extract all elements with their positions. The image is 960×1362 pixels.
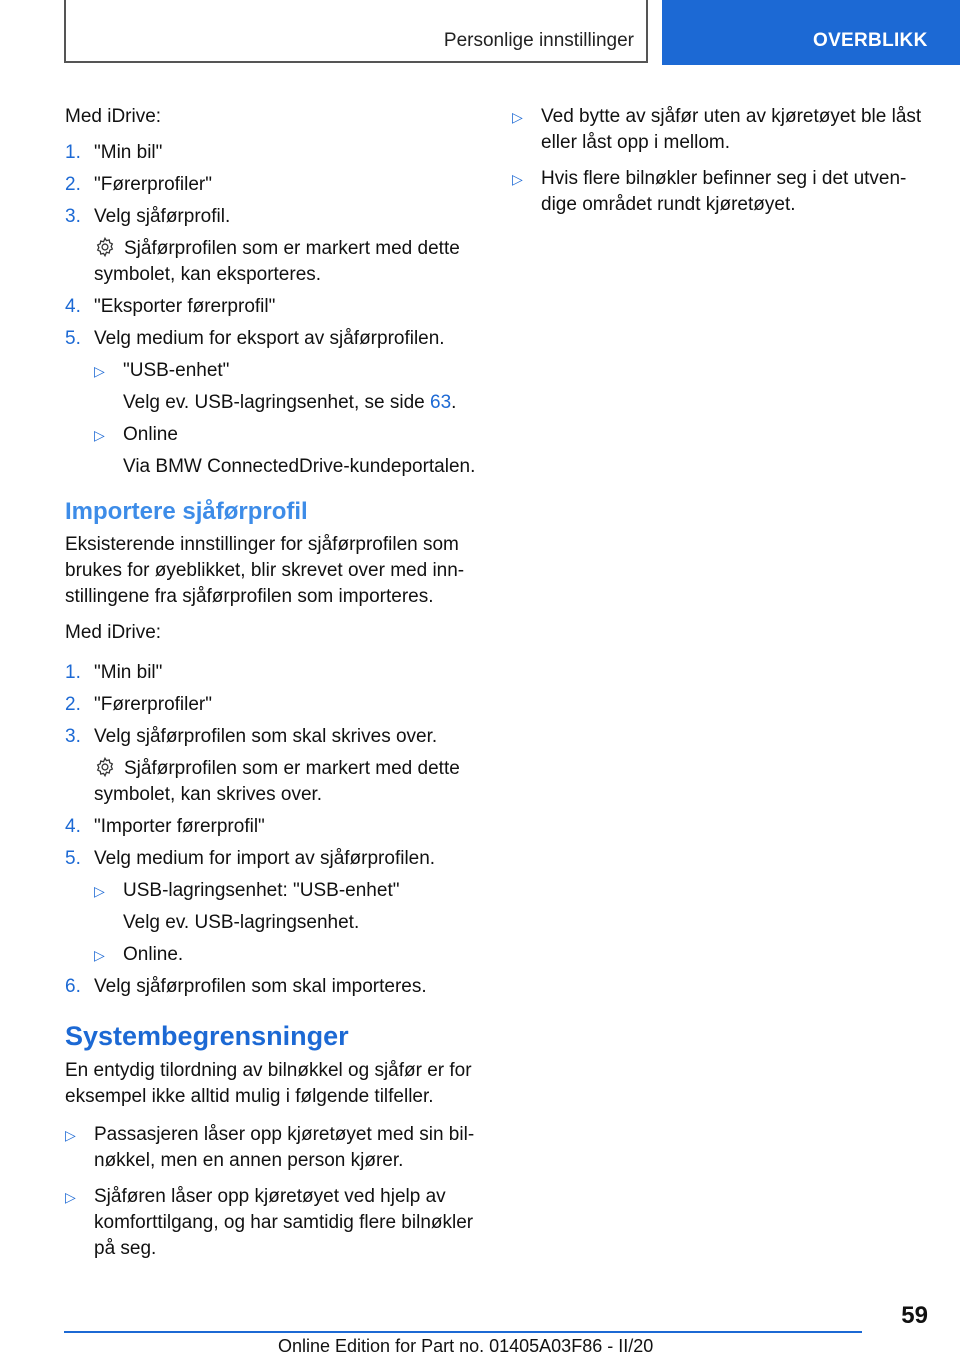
list-item <box>65 974 485 1000</box>
option-text: Velg ev. USB-lagringsenhet. <box>123 912 360 933</box>
triangle-right-icon: ▷ <box>65 1189 76 1205</box>
list-item <box>65 172 485 198</box>
option-label: USB-lagringsenhet: "USB-enhet" <box>123 880 400 901</box>
header-frame <box>64 0 648 63</box>
step-number: 2. <box>65 174 81 195</box>
right-column <box>512 104 932 224</box>
step-number: 1. <box>65 142 81 163</box>
step-text: "Min bil" <box>94 142 163 163</box>
list-item <box>94 942 485 968</box>
import-desc: Eksisterende innstillinger for sjåførprofilen som brukes for øyeblikket, blir skrevet over med inn-stillingene fra sjåførprofilen som importeres. <box>65 534 465 607</box>
list-item <box>65 140 485 166</box>
option-text <box>123 390 485 416</box>
list-item <box>65 1184 485 1262</box>
list-item <box>65 724 485 750</box>
list-item <box>65 846 485 872</box>
step-text: "Importer førerprofil" <box>94 816 265 837</box>
tab-label: OVERBLIKK <box>813 30 928 51</box>
option-text-part: . <box>451 392 457 413</box>
step-number: 3. <box>65 726 81 747</box>
step-text: Velg sjåførprofilen som skal skrives over. <box>94 726 438 747</box>
list-item <box>94 422 485 448</box>
section-title: Personlige innstillinger <box>443 30 634 51</box>
note-text: Sjåførprofilen som er markert med dette symbolet, kan eksporteres. <box>94 238 460 285</box>
list-item <box>94 878 485 904</box>
gear-icon <box>94 756 116 778</box>
step-number: 1. <box>65 662 81 683</box>
bullet-text: Passasjeren låser opp kjøretøyet med sin bil-nøkkel, men en annen person kjører. <box>94 1124 475 1171</box>
export-note <box>94 236 485 288</box>
step-number: 3. <box>65 206 81 227</box>
list-item <box>65 294 485 320</box>
bullet-text: Ved bytte av sjåfør uten av kjøretøyet ble låst eller låst opp i mellom. <box>541 106 922 153</box>
triangle-right-icon: ▷ <box>94 947 105 963</box>
step-number: 6. <box>65 976 81 997</box>
list-item <box>512 104 932 156</box>
section-heading-import: Importere sjåførprofil <box>65 498 308 525</box>
step-number: 2. <box>65 694 81 715</box>
step-number: 5. <box>65 328 81 349</box>
page-number: 59 <box>901 1302 928 1329</box>
page-link[interactable]: 63 <box>430 392 452 413</box>
list-item <box>94 358 485 384</box>
footer-edition: Online Edition for Part no. 01405A03F86 - II/20 <box>278 1336 654 1356</box>
bullet-text: Hvis flere bilnøkler befinner seg i det utven-dige området rundt kjøretøyet. <box>541 168 907 215</box>
list-item <box>65 1122 485 1174</box>
option-label: Online. <box>123 944 184 965</box>
step-text: Velg sjåførprofilen som skal importeres. <box>94 976 427 997</box>
note-text: Sjåførprofilen som er markert med dette symbolet, kan skrives over. <box>94 758 460 805</box>
option-label: "USB-enhet" <box>123 360 230 381</box>
limits-desc: En entydig tilordning av bilnøkkel og sjåfør er for eksempel ikke alltid mulig i følgende tilfeller. <box>65 1060 472 1107</box>
step-text: "Førerprofiler" <box>94 694 212 715</box>
triangle-right-icon: ▷ <box>512 109 523 125</box>
list-item <box>512 166 932 218</box>
list-item <box>65 204 485 230</box>
list-item <box>65 660 485 686</box>
footer-divider <box>64 1331 862 1333</box>
import-intro: Med iDrive: <box>65 622 162 643</box>
list-item <box>65 692 485 718</box>
triangle-right-icon: ▷ <box>65 1127 76 1143</box>
list-item <box>65 814 485 840</box>
triangle-right-icon: ▷ <box>94 363 105 379</box>
bullet-text: Sjåføren låser opp kjøretøyet ved hjelp av komforttilgang, og har samtidig flere bilnøkler på seg. <box>94 1186 474 1259</box>
step-text: "Min bil" <box>94 662 163 683</box>
gear-icon <box>94 236 116 258</box>
step-number: 5. <box>65 848 81 869</box>
section-heading-limits: Systembegrensninger <box>65 1021 349 1051</box>
import-note <box>94 756 485 808</box>
triangle-right-icon: ▷ <box>512 171 523 187</box>
export-intro: Med iDrive: <box>65 106 162 127</box>
step-text: "Eksporter førerprofil" <box>94 296 276 317</box>
triangle-right-icon: ▷ <box>94 883 105 899</box>
step-text: Velg medium for eksport av sjåførprofilen. <box>94 328 445 349</box>
option-text: Via BMW ConnectedDrive-kundeportalen. <box>123 456 476 477</box>
step-text: Velg medium for import av sjåførprofilen. <box>94 848 436 869</box>
tab-overblikk[interactable] <box>662 0 960 65</box>
step-text: "Førerprofiler" <box>94 174 212 195</box>
left-column <box>65 104 485 1268</box>
step-number: 4. <box>65 296 81 317</box>
step-text: Velg sjåførprofil. <box>94 206 231 227</box>
list-item <box>65 326 485 352</box>
option-label: Online <box>123 424 178 445</box>
triangle-right-icon: ▷ <box>94 427 105 443</box>
step-number: 4. <box>65 816 81 837</box>
option-text-part: Velg ev. USB-lagringsenhet, se side <box>123 392 430 413</box>
